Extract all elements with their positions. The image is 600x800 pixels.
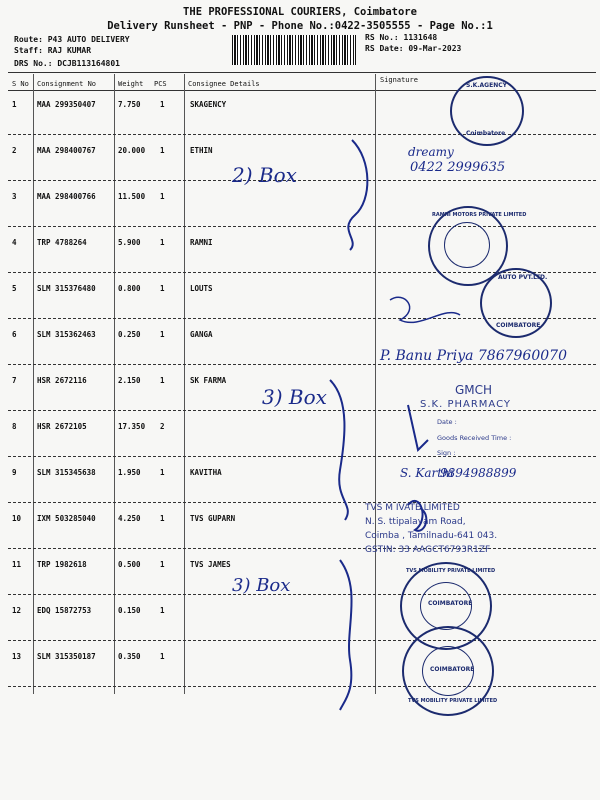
row-sno: 10 <box>12 514 22 523</box>
tvs-address-stamp: TVS M IVATE LIMITED <box>365 503 460 513</box>
row-consignment-no: MAA 299350407 <box>37 100 96 109</box>
row-sno: 8 <box>12 422 17 431</box>
pharmacy-stamp-name: S.K. PHARMACY <box>420 399 511 410</box>
col-header-signature: Signature <box>380 76 418 84</box>
col-header-consignee: Consignee Details <box>188 80 260 88</box>
row-consignee: SKAGENCY <box>190 100 227 109</box>
row-consignee: KAVITHA <box>190 468 222 477</box>
row-pcs: 1 <box>160 146 165 155</box>
handwritten-box-count: 2) Box <box>232 163 297 187</box>
row-sno: 12 <box>12 606 22 615</box>
row-sno: 6 <box>12 330 17 339</box>
tvs-round-stamp: TVS MOBILITY PRIVATE LIMITED COIMBATORE <box>402 626 494 716</box>
row-consignee: GANGA <box>190 330 213 339</box>
row-consignment-no: IXM 503285040 <box>37 514 96 523</box>
row-sno: 4 <box>12 238 17 247</box>
row-weight: 0.250 <box>118 330 141 339</box>
row-consignment-no: SLM 315376480 <box>37 284 96 293</box>
stamp-sign-label: Sign : <box>437 449 456 457</box>
handwritten-name: dreamy <box>408 145 454 159</box>
row-pcs: 1 <box>160 652 165 661</box>
row-sno: 11 <box>12 560 22 569</box>
col-header-pcs: PCS <box>154 80 167 88</box>
pharmacy-stamp-title: GMCH <box>455 383 493 397</box>
agency-stamp: S.K.AGENCY Coimbatore <box>450 76 524 146</box>
row-consignment-no: MAA 298400766 <box>37 192 96 201</box>
row-sno: 5 <box>12 284 17 293</box>
row-weight: 0.500 <box>118 560 141 569</box>
row-consignment-no: TRP 1982618 <box>37 560 87 569</box>
handwritten-phone: 9894988899 <box>440 466 517 480</box>
row-pcs: 2 <box>160 422 165 431</box>
row-consignment-no: EDQ 15872753 <box>37 606 92 615</box>
row-pcs: 1 <box>160 468 165 477</box>
row-pcs: 1 <box>160 514 165 523</box>
col-header-consignment: Consignment No <box>37 80 97 88</box>
rs-number: RS No.: 1131648 <box>365 33 438 42</box>
row-consignee: TVS JAMES <box>190 560 231 569</box>
row-consignment-no: SLM 315350187 <box>37 652 96 661</box>
route-label: Route: P43 AUTO DELIVERY <box>14 35 130 44</box>
row-consignment-no: TRP 4788264 <box>37 238 87 247</box>
row-pcs: 1 <box>160 100 165 109</box>
stamp-goods-label: Goods Received Time : <box>437 434 512 442</box>
row-consignment-no: HSR 2672105 <box>37 422 87 431</box>
handwritten-phone: 0422 2999635 <box>410 160 506 175</box>
row-pcs: 1 <box>160 330 165 339</box>
row-consignee: SK FARMA <box>190 376 227 385</box>
row-weight: 0.350 <box>118 652 141 661</box>
row-sno: 2 <box>12 146 17 155</box>
runsheet-subtitle: Delivery Runsheet - PNP - Phone No.:0422-3505555 - Page No.:1 <box>107 20 493 32</box>
stamp-date-label: Date : <box>437 418 457 426</box>
col-header-weight: Weight <box>118 80 144 88</box>
row-consignment-no: SLM 315345638 <box>37 468 96 477</box>
row-pcs: 1 <box>160 606 165 615</box>
company-round-stamp: RAMNI MOTORS PRIVATE LIMITED <box>428 206 508 286</box>
row-sno: 7 <box>12 376 17 385</box>
row-weight: 0.800 <box>118 284 141 293</box>
row-consignment-no: SLM 315362463 <box>37 330 96 339</box>
row-consignee: RAMNI <box>190 238 213 247</box>
row-pcs: 1 <box>160 192 165 201</box>
row-sno: 1 <box>12 100 17 109</box>
row-weight: 0.150 <box>118 606 141 615</box>
row-sno: 9 <box>12 468 17 477</box>
tvs-address-stamp: N. S. ttipalayam Road, <box>365 517 466 527</box>
handwritten-box-count: 3) Box <box>262 385 327 409</box>
tvs-round-stamp: TVS MOBILITY PRIVATE LIMITED COIMBATORE <box>400 562 492 650</box>
row-sno: 13 <box>12 652 22 661</box>
row-consignment-no: MAA 298400767 <box>37 146 96 155</box>
row-weight: 20.000 <box>118 146 146 155</box>
row-consignment-no: HSR 2672116 <box>37 376 87 385</box>
row-weight: 2.150 <box>118 376 141 385</box>
company-round-stamp: AUTO PVT.LTD. COIMBATORE <box>480 268 552 338</box>
row-pcs: 1 <box>160 238 165 247</box>
company-title: THE PROFESSIONAL COURIERS, Coimbatore <box>183 6 417 18</box>
col-header-sno: S No <box>12 80 29 88</box>
drs-number: DRS No.: DCJB113164801 <box>14 59 120 68</box>
tvs-address-stamp: Coimba , Tamilnadu-641 043. <box>365 531 498 541</box>
row-consignee: LOUTS <box>190 284 213 293</box>
handwritten-box-count: 3) Box <box>232 575 291 596</box>
row-weight: 7.750 <box>118 100 141 109</box>
row-consignee: ETHIN <box>190 146 213 155</box>
rs-date: RS Date: 09-Mar-2023 <box>365 44 462 53</box>
row-pcs: 1 <box>160 284 165 293</box>
row-pcs: 1 <box>160 376 165 385</box>
handwritten-signature: S. Karthi <box>400 466 454 480</box>
row-consignee: TVS GUPARN <box>190 514 236 523</box>
row-sno: 3 <box>12 192 17 201</box>
row-weight: 4.250 <box>118 514 141 523</box>
row-weight: 17.350 <box>118 422 146 431</box>
row-weight: 11.500 <box>118 192 146 201</box>
row-weight: 1.950 <box>118 468 141 477</box>
handwritten-phone: P. Banu Priya 7867960070 <box>380 348 567 364</box>
tvs-address-stamp: GSTIN: 33 AAGCT6793R1ZF <box>365 545 491 555</box>
row-weight: 5.900 <box>118 238 141 247</box>
staff-label: Staff: RAJ KUMAR <box>14 46 92 55</box>
row-pcs: 1 <box>160 560 165 569</box>
